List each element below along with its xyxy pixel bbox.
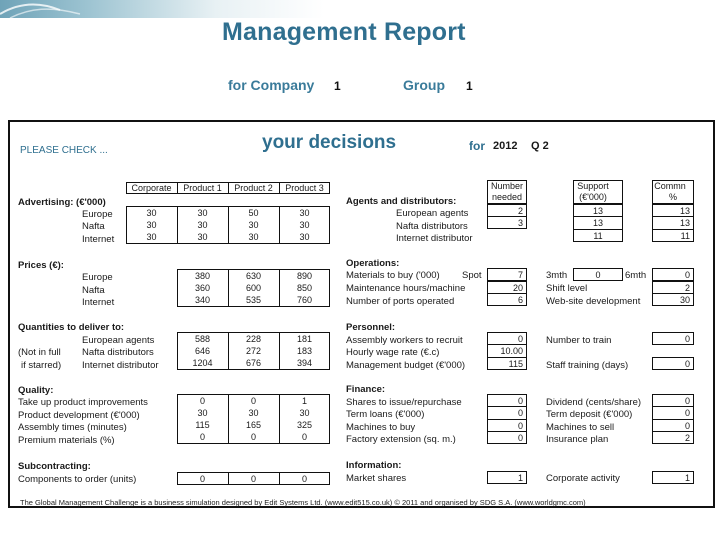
six-month-value[interactable]: 0 [684, 270, 690, 280]
quantities-cell[interactable]: 588 [194, 334, 211, 344]
col-header-corporate: Corporate [131, 183, 172, 193]
quality-cell[interactable]: 30 [248, 408, 259, 418]
advertising-internet-label: Internet [82, 234, 115, 245]
website-value[interactable]: 30 [679, 295, 690, 305]
quality-cell[interactable]: 0 [250, 396, 256, 406]
finance-machines-buy-label: Machines to buy [346, 422, 416, 433]
number-header-line-2: needed [491, 192, 523, 202]
quantities-nafta-label: Nafta distributors [82, 347, 154, 358]
personnel-title: Personnel: [346, 322, 396, 333]
advertising-cell[interactable]: 30 [197, 232, 208, 242]
company-label: for Company [228, 77, 315, 93]
operations-title: Operations: [346, 258, 400, 269]
finance-deposit-value[interactable]: 0 [684, 408, 690, 418]
quality-cell[interactable]: 30 [197, 408, 208, 418]
top-banner-strip [0, 0, 720, 18]
finance-insurance-label: Insurance plan [546, 434, 609, 445]
quantities-internet-label: Internet distributor [82, 360, 159, 371]
quantities-cell[interactable]: 228 [245, 334, 262, 344]
quantities-cell[interactable]: 1204 [192, 358, 213, 368]
support-cell[interactable]: 13 [592, 206, 603, 216]
three-month-value[interactable]: 0 [595, 270, 601, 280]
group-label: Group [403, 77, 445, 93]
support-header-line-2: (€'000) [579, 192, 607, 202]
prices-cell[interactable]: 340 [194, 295, 211, 305]
agents-nafta-label: Nafta distributors [396, 221, 468, 232]
number-header-line-1: Number [490, 181, 523, 191]
period-for-label: for [469, 139, 485, 153]
finance-dividend-label: Dividend (cents/share) [546, 397, 642, 408]
wage-label: Hourly wage rate (€.c) [346, 347, 440, 358]
number-needed-cell[interactable]: 3 [517, 218, 523, 228]
prices-cell[interactable]: 630 [245, 271, 262, 281]
shift-label: Shift level [546, 283, 588, 294]
form-heading: your decisions [262, 132, 397, 153]
shift-value[interactable]: 2 [684, 283, 690, 293]
period-year: 2012 [493, 140, 518, 152]
ports-label: Number of ports operated [346, 296, 455, 307]
support-cell[interactable]: 11 [593, 231, 603, 241]
budget-value[interactable]: 115 [508, 359, 523, 369]
train-value[interactable]: 0 [684, 334, 690, 344]
prices-cell[interactable]: 850 [296, 283, 313, 293]
staff-training-value[interactable]: 0 [684, 359, 690, 369]
quantities-cell[interactable]: 394 [296, 358, 313, 368]
recruit-label: Assembly workers to recruit [346, 335, 463, 346]
prices-cell[interactable]: 760 [296, 295, 313, 305]
advertising-cell[interactable]: 30 [248, 220, 259, 230]
quality-cell[interactable]: 165 [245, 420, 262, 430]
period-quarter: Q 2 [531, 140, 549, 152]
finance-extension-label: Factory extension (sq. m.) [346, 434, 456, 445]
finance-title: Finance: [346, 384, 386, 395]
quality-cell[interactable]: 1 [301, 396, 307, 406]
quality-improvements-label: Take up product improvements [18, 397, 148, 408]
finance-deposit-label: Term deposit (€'000) [546, 409, 633, 420]
quality-development-label: Product development (€'000) [18, 410, 140, 421]
decision-form-frame [8, 120, 715, 508]
advertising-europe-label: Europe [82, 209, 113, 220]
advertising-cell[interactable]: 30 [197, 208, 208, 218]
prices-cell[interactable]: 380 [194, 271, 211, 281]
prices-cell[interactable]: 360 [194, 283, 211, 293]
quality-cell[interactable]: 0 [250, 432, 256, 442]
prices-europe-label: Europe [82, 272, 113, 283]
quality-assembly-label: Assembly times (minutes) [18, 422, 127, 433]
quantities-european-agents-label: European agents [82, 335, 155, 346]
commn-header-line-2: % [668, 192, 677, 202]
subcontracting-cell[interactable]: 0 [301, 474, 307, 484]
finance-machines-sell-value[interactable]: 0 [684, 421, 690, 431]
commission-cell[interactable]: 13 [679, 218, 690, 228]
train-label: Number to train [546, 335, 612, 346]
subcontracting-cell[interactable]: 0 [199, 474, 205, 484]
col-header-product-2: Product 2 [234, 183, 273, 193]
finance-extension-value[interactable]: 0 [517, 433, 523, 443]
advertising-cell[interactable]: 50 [248, 208, 259, 218]
support-cell[interactable]: 13 [592, 218, 603, 228]
advertising-cell[interactable]: 30 [299, 232, 310, 242]
quantities-cell[interactable]: 183 [296, 346, 313, 356]
advertising-cell[interactable]: 30 [146, 208, 157, 218]
advertising-cell[interactable]: 30 [299, 220, 310, 230]
finance-loans-label: Term loans (€'000) [346, 409, 425, 420]
prices-nafta-label: Nafta [82, 285, 105, 296]
support-header-line-1: Support [577, 181, 609, 191]
commission-cell[interactable]: 13 [679, 206, 690, 216]
quality-title: Quality: [18, 385, 54, 396]
agents-european-label: European agents [396, 208, 469, 219]
market-shares-label: Market shares [346, 473, 407, 484]
advertising-cell[interactable]: 30 [248, 232, 259, 242]
page-title: Management Report [222, 18, 466, 46]
agents-internet-label: Internet distributor [396, 233, 473, 244]
quantities-title: Quantities to deliver to: [18, 322, 125, 333]
group-value: 1 [466, 79, 473, 93]
advertising-nafta-label: Nafta [82, 221, 105, 232]
spot-label: Spot [462, 270, 482, 281]
banner-swirl-graphic [0, 0, 90, 18]
budget-label: Management budget (€'000) [346, 360, 466, 371]
finance-machines-sell-label: Machines to sell [546, 422, 615, 433]
advertising-title: Advertising: (€'000) [18, 197, 106, 208]
advertising-cell[interactable]: 30 [146, 232, 157, 242]
advertising-cell[interactable]: 30 [299, 208, 310, 218]
finance-dividend-value[interactable]: 0 [684, 396, 690, 406]
commn-header-line-1: Commn [654, 181, 686, 191]
number-needed-cell[interactable]: 2 [517, 206, 523, 216]
quality-cell[interactable]: 30 [299, 408, 310, 418]
quality-cell[interactable]: 115 [195, 420, 210, 430]
advertising-cell[interactable]: 30 [197, 220, 208, 230]
quality-premium-label: Premium materials (%) [18, 435, 115, 446]
market-shares-value[interactable]: 1 [517, 473, 523, 483]
corporate-activity-value[interactable]: 1 [684, 473, 690, 483]
maintenance-label: Maintenance hours/machine [346, 283, 466, 294]
materials-label: Materials to buy ('000) [346, 270, 440, 281]
finance-shares-label: Shares to issue/repurchase [346, 397, 462, 408]
information-title: Information: [346, 460, 402, 471]
quality-cell[interactable]: 0 [199, 396, 205, 406]
quantities-note-2: if starred) [21, 360, 62, 371]
maintenance-value[interactable]: 20 [512, 283, 523, 293]
col-header-product-1: Product 1 [183, 183, 222, 193]
subcontracting-title: Subcontracting: [18, 461, 91, 472]
company-value: 1 [334, 79, 341, 93]
commission-cell[interactable]: 11 [680, 231, 690, 241]
please-check-label: PLEASE CHECK ... [20, 145, 108, 156]
finance-insurance-value[interactable]: 2 [684, 433, 690, 443]
finance-shares-value[interactable]: 0 [517, 396, 523, 406]
prices-cell[interactable]: 535 [245, 295, 262, 305]
subcontracting-cell[interactable]: 0 [250, 474, 256, 484]
prices-internet-label: Internet [82, 297, 115, 308]
quality-cell[interactable]: 325 [296, 420, 313, 430]
quality-cell[interactable]: 0 [199, 432, 205, 442]
quantities-cell[interactable]: 272 [245, 346, 262, 356]
ports-value[interactable]: 6 [517, 295, 523, 305]
prices-title: Prices (€): [18, 260, 64, 271]
wage-value[interactable]: 10.00 [500, 346, 523, 356]
spot-value[interactable]: 7 [517, 270, 523, 280]
subcontracting-components-label: Components to order (units) [18, 474, 137, 485]
quality-cell[interactable]: 0 [301, 432, 307, 442]
recruit-value[interactable]: 0 [517, 334, 523, 344]
quantities-cell[interactable]: 676 [245, 358, 262, 368]
finance-machines-buy-value[interactable]: 0 [517, 421, 523, 431]
footer-credits: The Global Management Challenge is a business simulation designed by Edit Systems Ltd. (www.edit515.co.uk) © 2011 and organised by SDG S.A. (www.worldgmc.com) [20, 498, 586, 507]
advertising-cell[interactable]: 30 [146, 220, 157, 230]
finance-loans-value[interactable]: 0 [517, 408, 523, 418]
col-header-product-3: Product 3 [285, 183, 324, 193]
quantities-cell[interactable]: 181 [296, 334, 313, 344]
quantities-cell[interactable]: 646 [194, 346, 211, 356]
quantities-note-1: (Not in full [18, 347, 61, 358]
six-month-label: 6mth [625, 270, 647, 281]
prices-cell[interactable]: 600 [245, 283, 262, 293]
agents-title: Agents and distributors: [346, 196, 457, 207]
staff-training-label: Staff training (days) [546, 360, 629, 371]
corporate-activity-label: Corporate activity [546, 473, 620, 484]
three-month-label: 3mth [546, 270, 568, 281]
website-label: Web-site development [546, 296, 641, 307]
prices-cell[interactable]: 890 [296, 271, 313, 281]
